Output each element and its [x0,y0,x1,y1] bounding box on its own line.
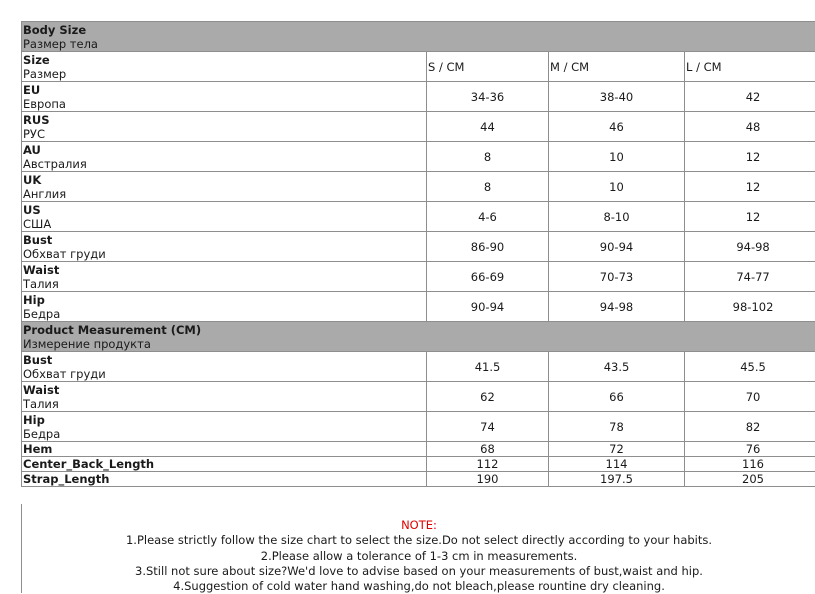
row-value: 12 [685,142,815,172]
body-size-row [22,82,815,112]
notes-box [21,504,815,593]
row-value: 42 [685,82,815,112]
note-line-1: 1.Please strictly follow the size chart to select the size.Do not select directly according to your habits. [22,533,815,548]
row-label-sub: США [23,217,425,231]
product-row [22,472,815,487]
row-label-sub: РУС [23,127,425,141]
product-row [22,457,815,472]
header-label-sub: Размер [23,67,425,81]
row-label-sub: Бедра [23,427,425,441]
row-value: 70 [685,382,815,412]
row-value: 94-98 [549,292,685,322]
note-title: NOTE: [22,518,815,533]
row-value: 205 [685,472,815,487]
note-line-2: 2.Please allow a tolerance of 1-3 cm in measurements. [22,549,815,564]
note-line-4: 4.Suggestion of cold water hand washing,do not bleach,please rountine dry cleaning. [22,579,815,594]
row-label: AU [23,143,425,157]
body-size-row [22,262,815,292]
row-label-sub: Талия [23,277,425,291]
row-label: Waist [23,383,425,397]
row-value: 44 [427,112,549,142]
row-label: Bust [23,233,425,247]
row-value: 8-10 [549,202,685,232]
row-label-sub: Обхват груди [23,367,425,381]
row-value: 66 [549,382,685,412]
body-size-row [22,292,815,322]
row-value: 112 [427,457,549,472]
row-value: 90-94 [427,292,549,322]
row-value: 82 [685,412,815,442]
row-label: Strap_Length [23,472,425,486]
row-value: 114 [549,457,685,472]
header-label: Size [23,53,425,67]
note-line-3: 3.Still not sure about size?We'd love to advise based on your measurements of bust,waist and hip. [22,564,815,579]
row-label-sub: Талия [23,397,425,411]
row-value: 12 [685,172,815,202]
row-value: 4-6 [427,202,549,232]
row-value: 76 [685,442,815,457]
body-size-row [22,172,815,202]
row-label: Bust [23,353,425,367]
section-body-size [22,22,815,52]
row-label-sub: Австралия [23,157,425,171]
row-value: 41.5 [427,352,549,382]
body-size-row [22,202,815,232]
row-value: 48 [685,112,815,142]
row-label-sub: Бедра [23,307,425,321]
row-label: Hem [23,442,425,456]
row-value: 43.5 [549,352,685,382]
row-label-sub: Европа [23,97,425,111]
section-title: Body Size [23,23,815,37]
row-value: 74-77 [685,262,815,292]
body-size-row [22,112,815,142]
body-size-row [22,232,815,262]
row-value: 68 [427,442,549,457]
row-value: 12 [685,202,815,232]
product-row [22,382,815,412]
row-value: 78 [549,412,685,442]
row-value: 190 [427,472,549,487]
header-col-m: M / CM [549,52,685,82]
product-row [22,442,815,457]
row-value: 38-40 [549,82,685,112]
row-label: Center_Back_Length [23,457,425,471]
product-row [22,352,815,382]
row-value: 72 [549,442,685,457]
row-value: 45.5 [685,352,815,382]
row-label: Hip [23,413,425,427]
row-value: 34-36 [427,82,549,112]
row-value: 10 [549,172,685,202]
row-value: 86-90 [427,232,549,262]
row-label: RUS [23,113,425,127]
section-title: Product Measurement (CM) [23,323,815,337]
row-value: 98-102 [685,292,815,322]
row-label: Waist [23,263,425,277]
row-value: 46 [549,112,685,142]
row-value: 8 [427,172,549,202]
section-subtitle: Измерение продукта [23,337,815,351]
header-col-l: L / CM [685,52,815,82]
row-value: 62 [427,382,549,412]
product-row [22,412,815,442]
row-value: 197.5 [549,472,685,487]
row-value: 74 [427,412,549,442]
row-label-sub: Англия [23,187,425,201]
row-label: Hip [23,293,425,307]
row-value: 10 [549,142,685,172]
size-chart-table [21,21,815,487]
body-size-row [22,142,815,172]
row-value: 116 [685,457,815,472]
row-value: 66-69 [427,262,549,292]
row-value: 90-94 [549,232,685,262]
section-product-measurement [22,322,815,352]
row-value: 8 [427,142,549,172]
section-subtitle: Размер тела [23,37,815,51]
row-label: UK [23,173,425,187]
row-label-sub: Обхват груди [23,247,425,261]
row-value: 70-73 [549,262,685,292]
row-label: EU [23,83,425,97]
header-row [22,52,815,82]
row-value: 94-98 [685,232,815,262]
header-col-s: S / CM [427,52,549,82]
row-label: US [23,203,425,217]
